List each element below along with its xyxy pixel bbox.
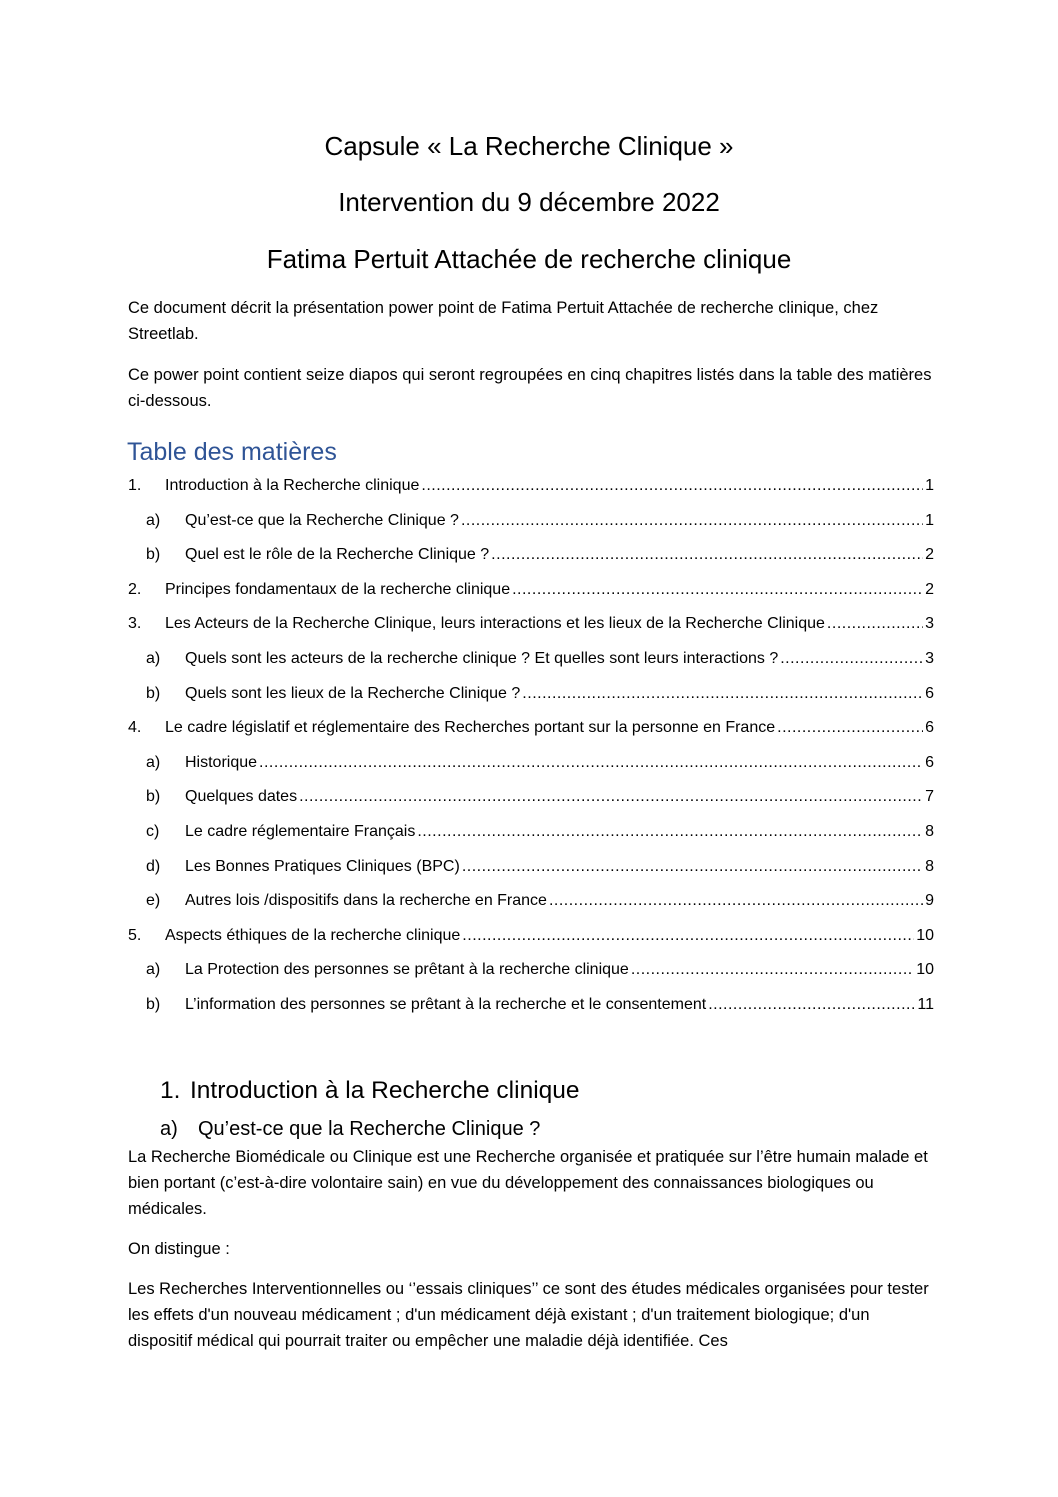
toc-dot-leader [827, 612, 923, 636]
toc-entry-page: 1 [925, 477, 934, 494]
toc-entry-title: Autres lois /dispositifs dans la recherche en France [185, 892, 547, 910]
toc-entry-page: 10 [916, 926, 934, 944]
toc-entry[interactable] [128, 474, 934, 509]
toc-entry-number: 5. [128, 926, 142, 944]
toc-entry-number: d) [146, 857, 161, 875]
toc-dot-leader [491, 543, 923, 567]
toc-entry[interactable] [128, 889, 934, 924]
toc-entry-title: Quels sont les lieux de la Recherche Clinique ? [185, 684, 521, 702]
toc-dot-leader [462, 924, 914, 948]
section-number: 1. [160, 1077, 181, 1104]
body-paragraph: Les Recherches Interventionnelles ou ‘’essais cliniques’’ ce sont des études médicales organisées pour tester les effets d'un nouveau médicament ; d'un médicament déjà existant ; d'un traitement biologique; d'un dispositif médical qui pourrait traiter ou empêcher une maladie déjà identifiée. Ces [128, 1280, 929, 1350]
toc-entry[interactable] [128, 820, 934, 855]
toc-entry-number: c) [146, 822, 160, 840]
toc-entry-title: La Protection des personnes se prêtant à la recherche clinique [185, 961, 629, 979]
subsection-heading [160, 1115, 540, 1143]
toc-entry-page: 9 [925, 892, 934, 910]
table-of-contents [128, 474, 934, 1028]
toc-entry[interactable] [128, 993, 934, 1028]
document-subtitle-author: Fatima Pertuit Attachée de recherche clinique [266, 244, 792, 274]
toc-entry[interactable] [128, 647, 934, 682]
toc-entry-page: 3 [925, 615, 934, 633]
toc-entry-number: 3. [128, 615, 142, 633]
toc-entry-number: b) [146, 995, 161, 1013]
toc-heading: Table des matières [127, 438, 337, 466]
toc-dot-leader [461, 509, 923, 533]
toc-entry-page: 11 [917, 995, 934, 1013]
toc-entry-number: a) [146, 649, 161, 667]
toc-entry-title: Historique [185, 753, 258, 771]
toc-entry-page: 6 [925, 684, 934, 702]
toc-dot-leader [421, 474, 923, 498]
toc-entry-title: Le cadre législatif et réglementaire des Recherches portant sur la personne en France [165, 719, 776, 737]
toc-entry[interactable] [128, 612, 934, 647]
toc-entry-page: 6 [925, 753, 934, 771]
toc-entry-number: 1. [128, 477, 142, 494]
toc-entry-page: 6 [925, 719, 934, 737]
toc-entry-title: L’information des personnes se prêtant à la recherche et le consentement [185, 995, 707, 1013]
document-subtitle-date: Intervention du 9 décembre 2022 [338, 187, 720, 217]
toc-entry-title: Introduction à la Recherche clinique [165, 477, 420, 494]
body-paragraph: On distingue : [128, 1240, 230, 1258]
toc-entry-title: Les Bonnes Pratiques Cliniques (BPC) [185, 857, 460, 875]
section-title: Introduction à la Recherche clinique [190, 1077, 580, 1104]
toc-entry-title: Quels sont les acteurs de la recherche clinique ? Et quelles sont leurs interactions ? [185, 649, 779, 667]
toc-entry-page: 10 [916, 961, 934, 979]
toc-entry-number: 2. [128, 580, 142, 598]
toc-dot-leader [708, 993, 915, 1017]
toc-entry-number: e) [146, 892, 161, 910]
toc-dot-leader [512, 578, 923, 602]
toc-entry-title: Principes fondamentaux de la recherche clinique [165, 580, 511, 598]
toc-entry-number: b) [146, 546, 161, 564]
section-heading [160, 1075, 580, 1107]
toc-entry-page: 3 [925, 649, 934, 667]
toc-entry-number: a) [146, 753, 161, 771]
toc-entry[interactable] [128, 751, 934, 786]
toc-entry-title: Aspects éthiques de la recherche clinique [165, 926, 461, 944]
toc-entry-number: 4. [128, 719, 142, 737]
toc-entry[interactable] [128, 509, 934, 544]
toc-entry-number: b) [146, 788, 161, 806]
toc-dot-leader [522, 682, 923, 706]
toc-entry[interactable] [128, 785, 934, 820]
toc-entry[interactable] [128, 958, 934, 993]
toc-entry[interactable] [128, 543, 934, 578]
toc-entry-title: Quel est le rôle de la Recherche Clinique ? [185, 546, 490, 564]
toc-dot-leader [259, 751, 923, 775]
toc-entry-title: Les Acteurs de la Recherche Clinique, leurs interactions et les lieux de la Recherche Clinique [165, 615, 825, 633]
toc-entry-title: Quelques dates [185, 788, 298, 806]
document-title: Capsule « La Recherche Clinique » [324, 131, 734, 161]
toc-entry-number: a) [146, 961, 161, 979]
toc-entry-page: 2 [925, 580, 934, 598]
toc-entry[interactable] [128, 578, 934, 613]
body-paragraph: La Recherche Biomédicale ou Clinique est une Recherche organisée et pratiquée sur l’être humain malade et bien portant (c’est-à-dire volontaire sain) en vue du développement des connaissances biologiques ou médicales. [128, 1148, 928, 1218]
toc-entry[interactable] [128, 855, 934, 890]
toc-entry-page: 1 [925, 511, 934, 529]
toc-entry[interactable] [128, 716, 934, 751]
toc-dot-leader [549, 889, 923, 913]
toc-entry-page: 8 [925, 857, 934, 875]
toc-dot-leader [417, 820, 923, 844]
toc-entry-page: 2 [925, 546, 934, 564]
toc-entry-page: 8 [925, 822, 934, 840]
toc-dot-leader [777, 716, 923, 740]
subsection-title: Qu’est-ce que la Recherche Clinique ? [198, 1118, 541, 1140]
toc-entry-title: Qu’est-ce que la Recherche Clinique ? [185, 511, 459, 529]
toc-dot-leader [631, 958, 914, 982]
toc-dot-leader [299, 785, 923, 809]
intro-paragraph: Ce document décrit la présentation power point de Fatima Pertuit Attachée de recherche clinique, chez Streetlab. [128, 299, 879, 343]
toc-entry-title: Le cadre réglementaire Français [185, 822, 416, 840]
toc-entry-number: b) [146, 684, 161, 702]
toc-dot-leader [780, 647, 923, 671]
intro-paragraph: Ce power point contient seize diapos qui seront regroupées en cinq chapitres listés dans la table des matières ci-dessous. [128, 366, 932, 410]
toc-dot-leader [462, 855, 923, 879]
toc-entry[interactable] [128, 924, 934, 959]
toc-entry-page: 7 [925, 788, 934, 806]
toc-entry[interactable] [128, 682, 934, 717]
subsection-number: a) [160, 1118, 178, 1140]
toc-entry-number: a) [146, 511, 161, 529]
